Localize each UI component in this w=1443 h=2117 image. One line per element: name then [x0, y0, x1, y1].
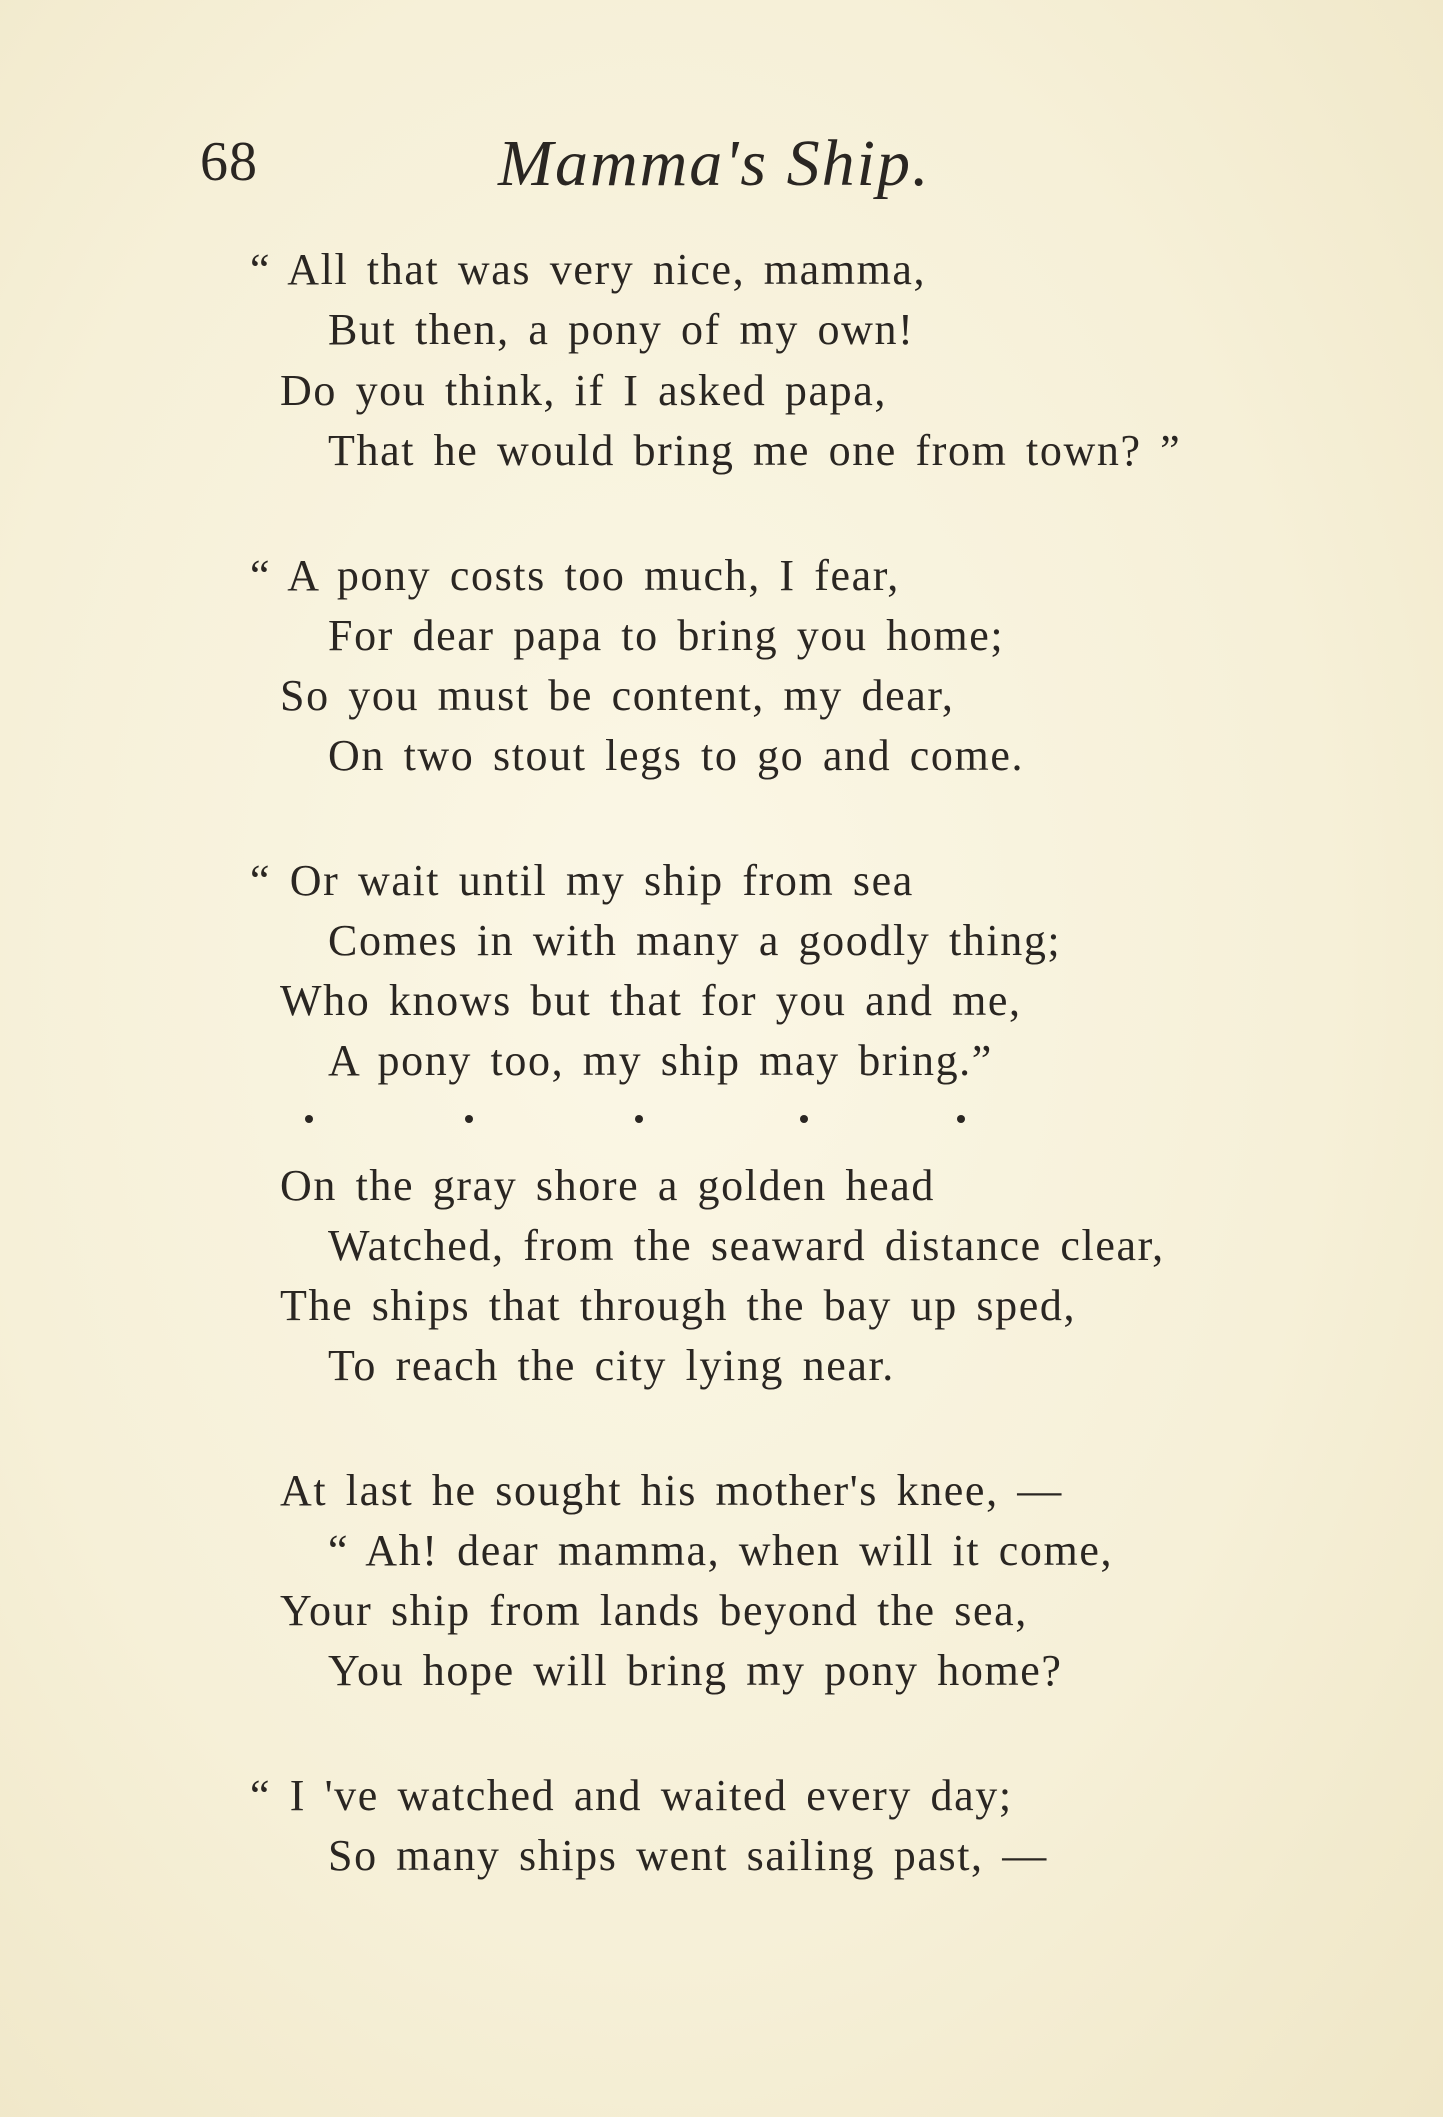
running-title: Mamma's Ship. [498, 127, 931, 200]
poem-line: Comes in with many a goodly thing; [328, 916, 1062, 965]
poem-line: You hope will bring my pony home? [328, 1646, 1063, 1695]
poem-line: Your ship from lands beyond the sea, [280, 1586, 1028, 1635]
poem-line: At last he sought his mother's knee, — [280, 1466, 1063, 1515]
poem-line: Do you think, if I asked papa, [280, 366, 887, 415]
poem-line: Watched, from the seaward distance clear, [328, 1221, 1165, 1270]
ellipsis-dot [635, 1115, 643, 1123]
poem-line: A pony too, my ship may bring.” [328, 1036, 993, 1085]
poem-line: “ A pony costs too much, I fear, [250, 551, 900, 600]
ellipsis-dot [305, 1115, 313, 1123]
poem-line: But then, a pony of my own! [328, 305, 915, 354]
poem-line: To reach the city lying near. [328, 1341, 895, 1390]
poem-line: For dear papa to bring you home; [328, 611, 1005, 660]
poem-line: The ships that through the bay up sped, [280, 1281, 1077, 1330]
poem-line: “ Or wait until my ship from sea [250, 856, 914, 905]
page-header [200, 127, 1300, 210]
section-break [305, 1115, 965, 1135]
poem-line: Who knows but that for you and me, [280, 976, 1022, 1025]
ellipsis-dot [800, 1115, 808, 1123]
ellipsis-dot [465, 1115, 473, 1123]
poem-line: On the gray shore a golden head [280, 1161, 935, 1210]
poem-line: On two stout legs to go and come. [328, 731, 1025, 780]
poem-line: So many ships went sailing past, — [328, 1831, 1048, 1880]
page-number: 68 [200, 131, 258, 193]
poem-line: So you must be content, my dear, [280, 671, 955, 720]
poem-line: “ Ah! dear mamma, when will it come, [328, 1526, 1114, 1575]
poem-line: That he would bring me one from town? ” [328, 426, 1182, 475]
poem-line: “ All that was very nice, mamma, [250, 245, 927, 294]
ellipsis-dot [957, 1115, 965, 1123]
poem-line: “ I 've watched and waited every day; [250, 1771, 1013, 1820]
